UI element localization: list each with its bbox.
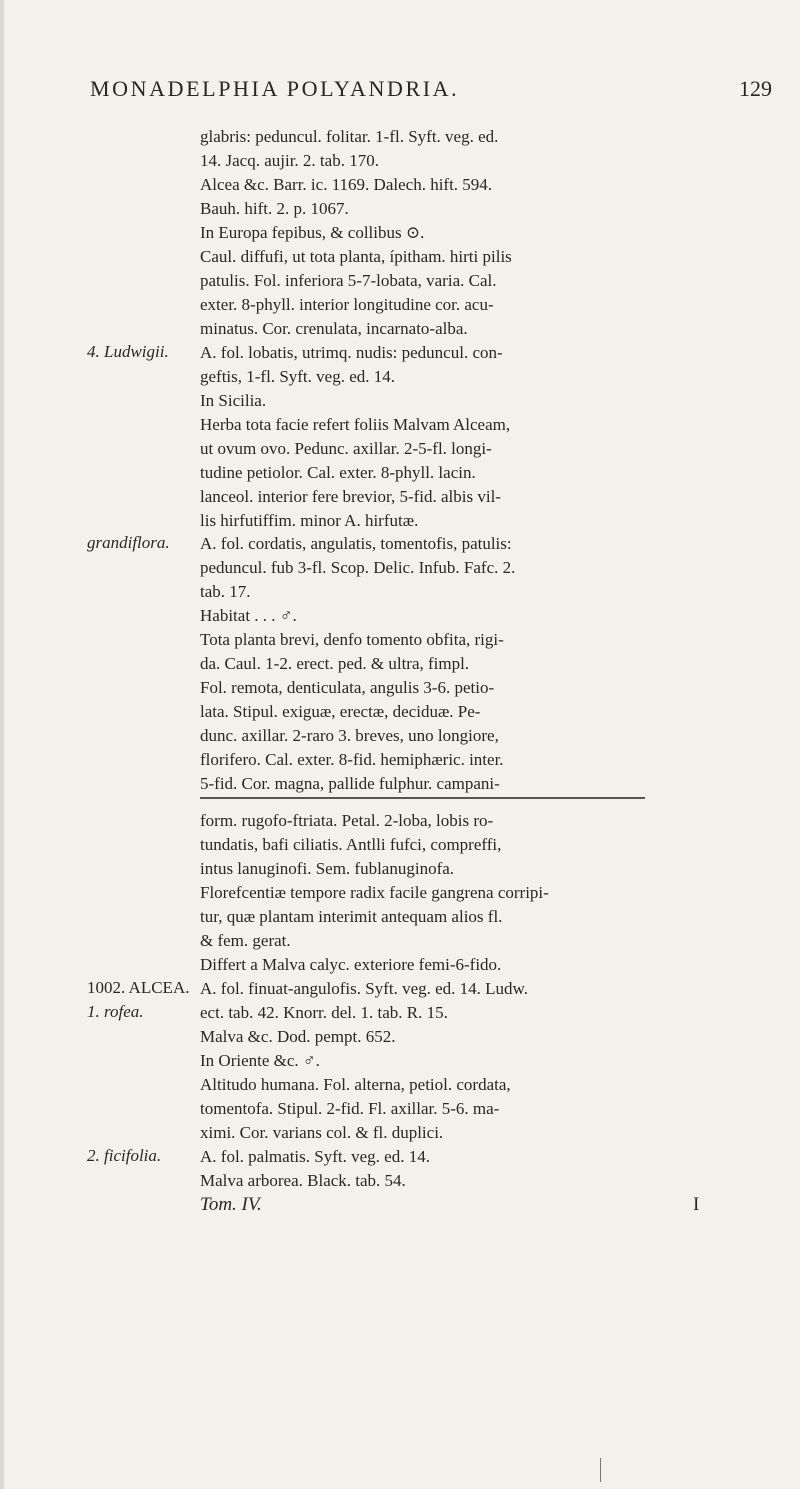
text-line: & fem. gerat. [200,931,291,950]
text-line: tur, quæ plantam interimit antequam alios fl. [200,907,503,926]
text-line: Habitat . . . ♂. [200,606,297,625]
text-line: minatus. Cor. crenulata, incarnato-alba. [200,319,468,338]
text-line: Tota planta brevi, denfo tomento obfita, rigi- [200,630,504,649]
species-label-rosea: 1. rofea. [87,1002,144,1021]
text-line: Fol. remota, denticulata, angulis 3-6. petio- [200,678,495,697]
text-line: form. rugofo-ftriata. Petal. 2-loba, lobis ro- [200,811,494,830]
text-line: intus lanuginofi. Sem. fublanuginofa. [200,859,455,878]
text-line: In Oriente &c. ♂. [200,1051,320,1070]
text-line: Malva arborea. Black. tab. 54. [200,1171,406,1190]
text-line: Caul. diffufi, ut tota planta, ípitham. hirti pilis [200,247,512,266]
text-line: tudine petiolor. Cal. exter. 8-phyll. lacin. [200,463,476,482]
section-divider [200,797,645,799]
running-title: MONADELPHIA POLYANDRIA. [90,76,460,101]
species-label-grandiflora: grandiflora. [87,533,170,552]
text-line: dunc. axillar. 2-raro 3. breves, uno longiore, [200,726,499,745]
text-line: Altitudo humana. Fol. alterna, petiol. cordata, [200,1075,511,1094]
text-line: Florefcentiæ tempore radix facile gangrena corripi- [200,883,549,902]
running-header [90,76,772,106]
text-line: Herba tota facie refert foliis Malvam Alceam, [200,415,511,434]
text-line: geftis, 1-fl. Syft. veg. ed. 14. [200,367,395,386]
text-line: florifero. Cal. exter. 8-fid. hemiphæric. inter. [200,750,504,769]
text-line: peduncul. fub 3-fl. Scop. Delic. Infub. Fafc. 2. [200,558,516,577]
text-line: A. fol. cordatis, angulatis, tomentofis, patulis: [200,534,512,553]
footer-volume: Tom. IV. [200,1194,262,1215]
text-line: exter. 8-phyll. interior longitudine cor. acu- [200,295,494,314]
text-line: lanceol. interior fere brevior, 5-fid. albis vil- [200,487,501,506]
text-line: lata. Stipul. exiguæ, erectæ, deciduæ. Pe- [200,702,481,721]
text-line: Alcea &c. Barr. ic. 1169. Dalech. hift. 594. [200,175,493,194]
text-line: da. Caul. 1-2. erect. ped. & ultra, fimpl. [200,654,470,673]
text-line: ximi. Cor. varians col. & fl. duplici. [200,1123,444,1142]
species-label-ludwigii: 4. Ludwigii. [87,342,169,361]
text-line: Differt a Malva calyc. exteriore femi-6-fido. [200,955,502,974]
page-number: 129 [739,76,772,101]
text-line: tundatis, bafi ciliatis. Antlli fufci, compreffi, [200,835,502,854]
text-line: In Europa fepibus, & collibus ⊙. [200,223,425,242]
text-line: Malva &c. Dod. pempt. 652. [200,1027,396,1046]
text-line: A. fol. lobatis, utrimq. nudis: peduncul. con- [200,343,503,362]
text-line: A. fol. finuat-angulofis. Syft. veg. ed. 14. Ludw. [200,979,528,998]
text-line: Bauh. hift. 2. p. 1067. [200,199,349,218]
text-line: lis hirfutiffim. minor A. hirfutæ. [200,511,419,530]
text-line: patulis. Fol. inferiora 5-7-lobata, varia. Cal. [200,271,497,290]
binding-mark [600,1458,601,1482]
footer-signature: I [693,1194,700,1215]
text-line: tomentofa. Stipul. 2-fid. Fl. axillar. 5-6. ma- [200,1099,500,1118]
text-line: 5-fid. Cor. magna, pallide fulphur. campani- [200,774,500,793]
text-line: ect. tab. 42. Knorr. del. 1. tab. R. 15. [200,1003,448,1022]
species-label-ficifolia: 2. ficifolia. [87,1146,162,1165]
text-line: glabris: peduncul. folitar. 1-fl. Syft. veg. ed. [200,127,499,146]
text-line: In Sicilia. [200,391,267,410]
scan-edge [0,0,4,1489]
text-line: 14. Jacq. aujir. 2. tab. 170. [200,151,379,170]
text-line: tab. 17. [200,582,251,601]
genus-label-alcea: 1002. ALCEA. [87,978,190,997]
text-line: A. fol. palmatis. Syft. veg. ed. 14. [200,1147,430,1166]
text-line: ut ovum ovo. Pedunc. axillar. 2-5-fl. longi- [200,439,492,458]
